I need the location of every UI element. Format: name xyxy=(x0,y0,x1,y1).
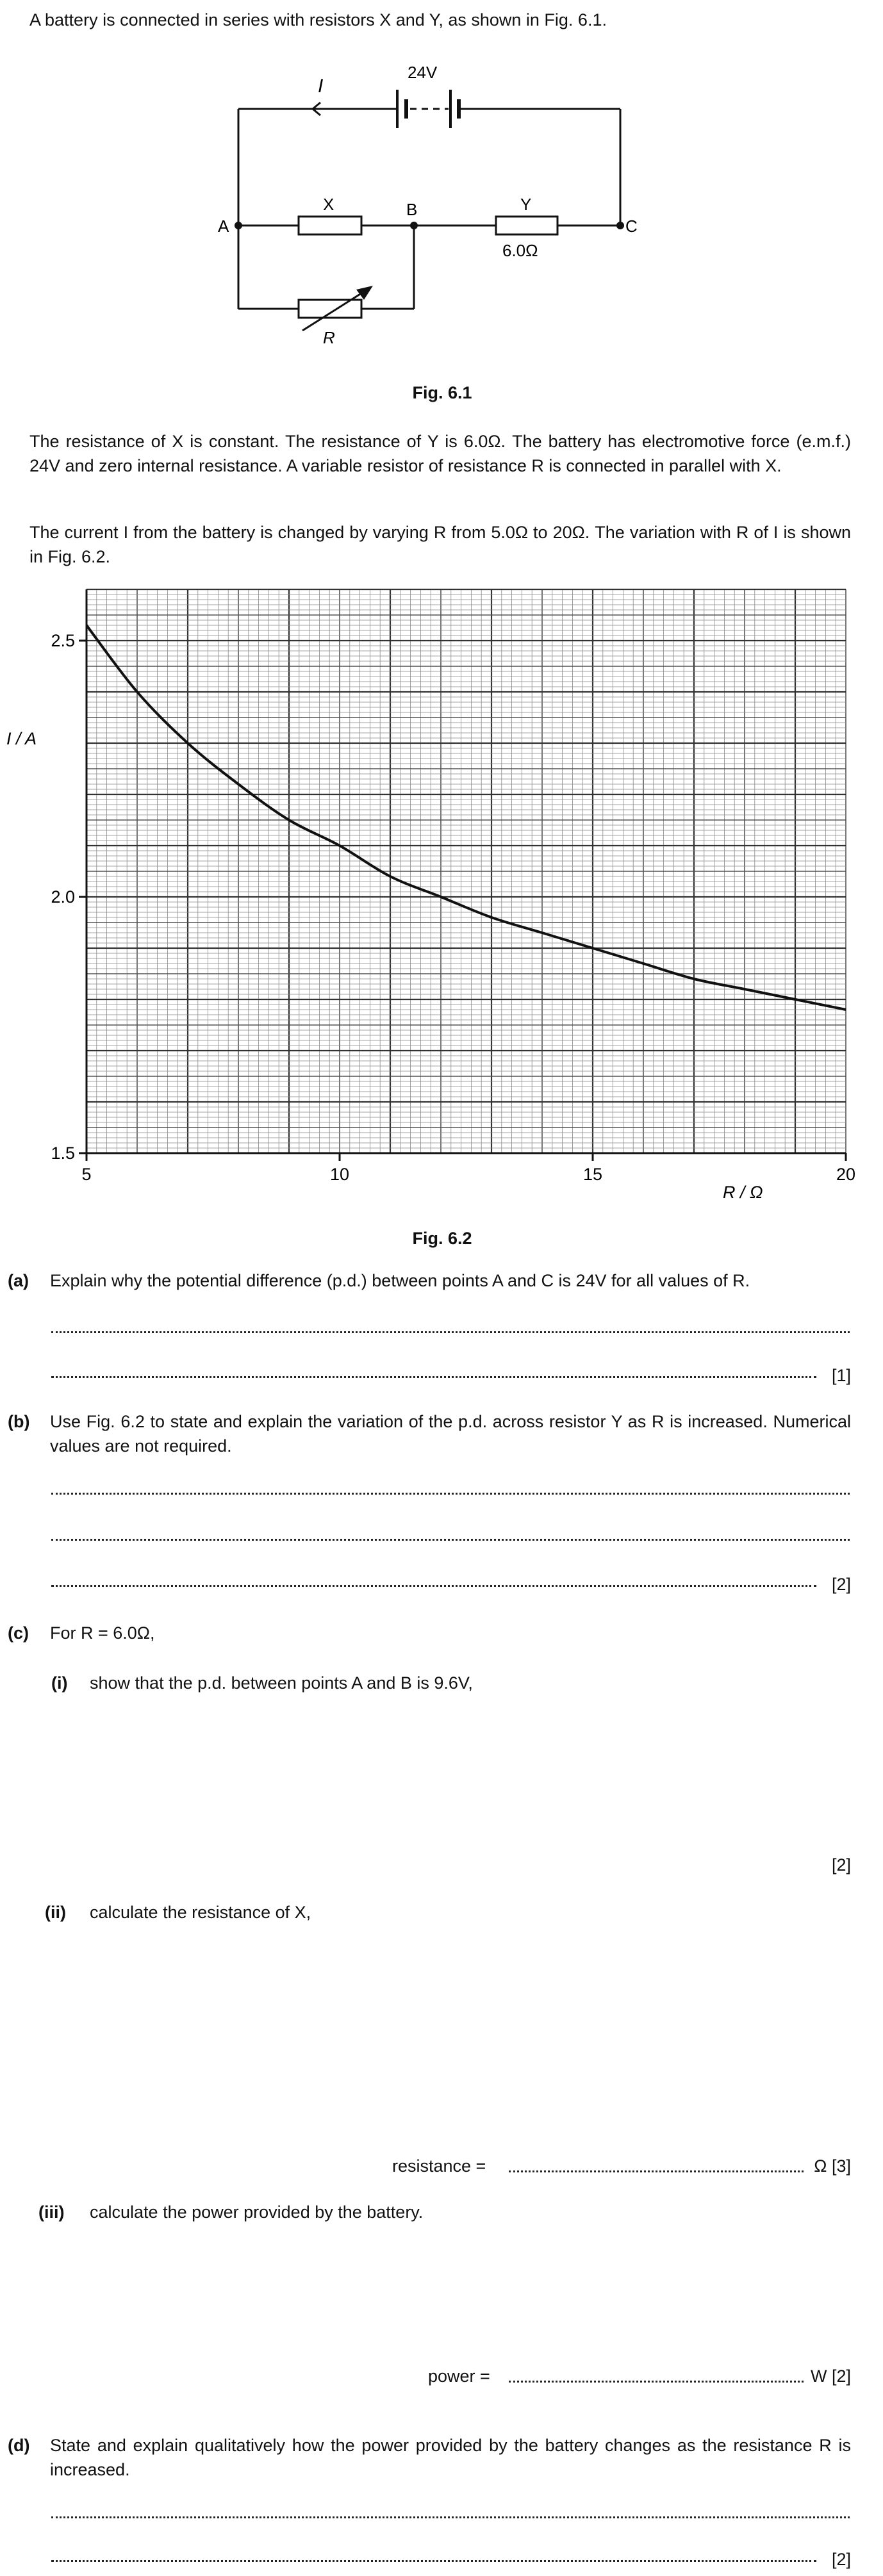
graph-curve xyxy=(87,625,846,1010)
question-b-label: (b) xyxy=(8,1412,30,1431)
question-c-label: (c) xyxy=(8,1623,29,1643)
power-answer-field[interactable] xyxy=(509,2378,804,2383)
question-c-ii-text: calculate the resistance of X, xyxy=(90,1903,311,1922)
y-tick-label: 2.5 xyxy=(51,631,75,650)
question-c-i-text: show that the p.d. between points A and B is 9.6V, xyxy=(90,1673,473,1693)
current-label: I xyxy=(318,76,324,97)
x-tick-label: 5 xyxy=(81,1165,92,1184)
paragraph-2: The current I from the battery is changed by varying R from 5.0Ω to 20Ω. The variation with R of I is shown in Fig. 6.2. xyxy=(29,523,851,566)
x-tick-label: 15 xyxy=(582,1165,603,1184)
answer-line[interactable] xyxy=(51,1329,850,1333)
question-b-text: Use Fig. 6.2 to state and explain the variation of the p.d. across resistor Y as R is increased. Numerical values are not required. xyxy=(50,1412,851,1456)
emf-label: 24V xyxy=(408,63,438,82)
paragraph-1: The resistance of X is constant. The resistance of Y is 6.0Ω. The battery has electromotive force (e.m.f.) 24V and zero internal resistance. A variable resistor of resistance R is connected in parallel with X. xyxy=(29,432,851,475)
resistor-x-label: X xyxy=(323,195,334,214)
power-answer-label: power = xyxy=(428,2367,490,2386)
fig1-caption: Fig. 6.1 xyxy=(412,383,472,402)
question-c-text: For R = 6.0Ω, xyxy=(50,1623,155,1643)
fig2-caption: Fig. 6.2 xyxy=(412,1229,472,1248)
y-tick-label: 1.5 xyxy=(51,1144,75,1163)
question-c-i-label: (i) xyxy=(51,1673,68,1693)
x-tick-label: 10 xyxy=(329,1165,350,1184)
resistance-answer-field[interactable] xyxy=(509,2168,804,2172)
question-a-text: Explain why the potential difference (p.d.) between points A and C is 24V for all values of R. xyxy=(50,1271,750,1290)
y-tick-label: 2.0 xyxy=(51,887,75,907)
question-d-text: State and explain qualitatively how the power provided by the battery changes as the resistance R is increased. xyxy=(50,2436,851,2479)
question-c-iii-label: (iii) xyxy=(38,2203,65,2222)
node-b-label: B xyxy=(406,200,418,219)
x-axis-label: R / Ω xyxy=(723,1183,763,1202)
x-tick-label: 20 xyxy=(836,1165,856,1184)
question-b-mark: [2] xyxy=(831,1575,851,1594)
resistor-y-label: Y xyxy=(520,195,532,214)
question-c-i-mark: [2] xyxy=(831,1855,851,1875)
answer-line[interactable] xyxy=(51,1374,816,1378)
node-c-label: C xyxy=(625,217,638,236)
circuit-diagram xyxy=(0,0,883,384)
graph-ticks xyxy=(51,631,855,1184)
graph-grid xyxy=(87,589,846,1153)
question-a-label: (a) xyxy=(8,1271,29,1290)
answer-line[interactable] xyxy=(51,2557,816,2562)
answer-line[interactable] xyxy=(51,1536,850,1541)
y-axis-label: I / A xyxy=(6,729,37,748)
answer-line[interactable] xyxy=(51,1490,850,1495)
variable-resistor-label: R xyxy=(323,328,335,347)
resistor-y-value: 6.0Ω xyxy=(502,241,538,260)
answer-line[interactable] xyxy=(51,2514,850,2518)
current-resistance-graph xyxy=(0,577,883,1204)
question-d-label: (d) xyxy=(8,2436,30,2455)
question-c-ii-mark: Ω [3] xyxy=(814,2156,851,2176)
question-d-mark: [2] xyxy=(831,2550,851,2569)
resistance-answer-label: resistance = xyxy=(392,2156,486,2176)
question-c-ii-label: (ii) xyxy=(45,1903,66,1922)
question-c-iii-text: calculate the power provided by the battery. xyxy=(90,2203,424,2222)
answer-line[interactable] xyxy=(51,1582,816,1587)
question-c-iii-mark: W [2] xyxy=(810,2367,851,2386)
question-a-mark: [1] xyxy=(831,1366,851,1385)
node-a-label: A xyxy=(218,217,229,236)
intro-text: A battery is connected in series with resistors X and Y, as shown in Fig. 6.1. xyxy=(29,10,607,29)
